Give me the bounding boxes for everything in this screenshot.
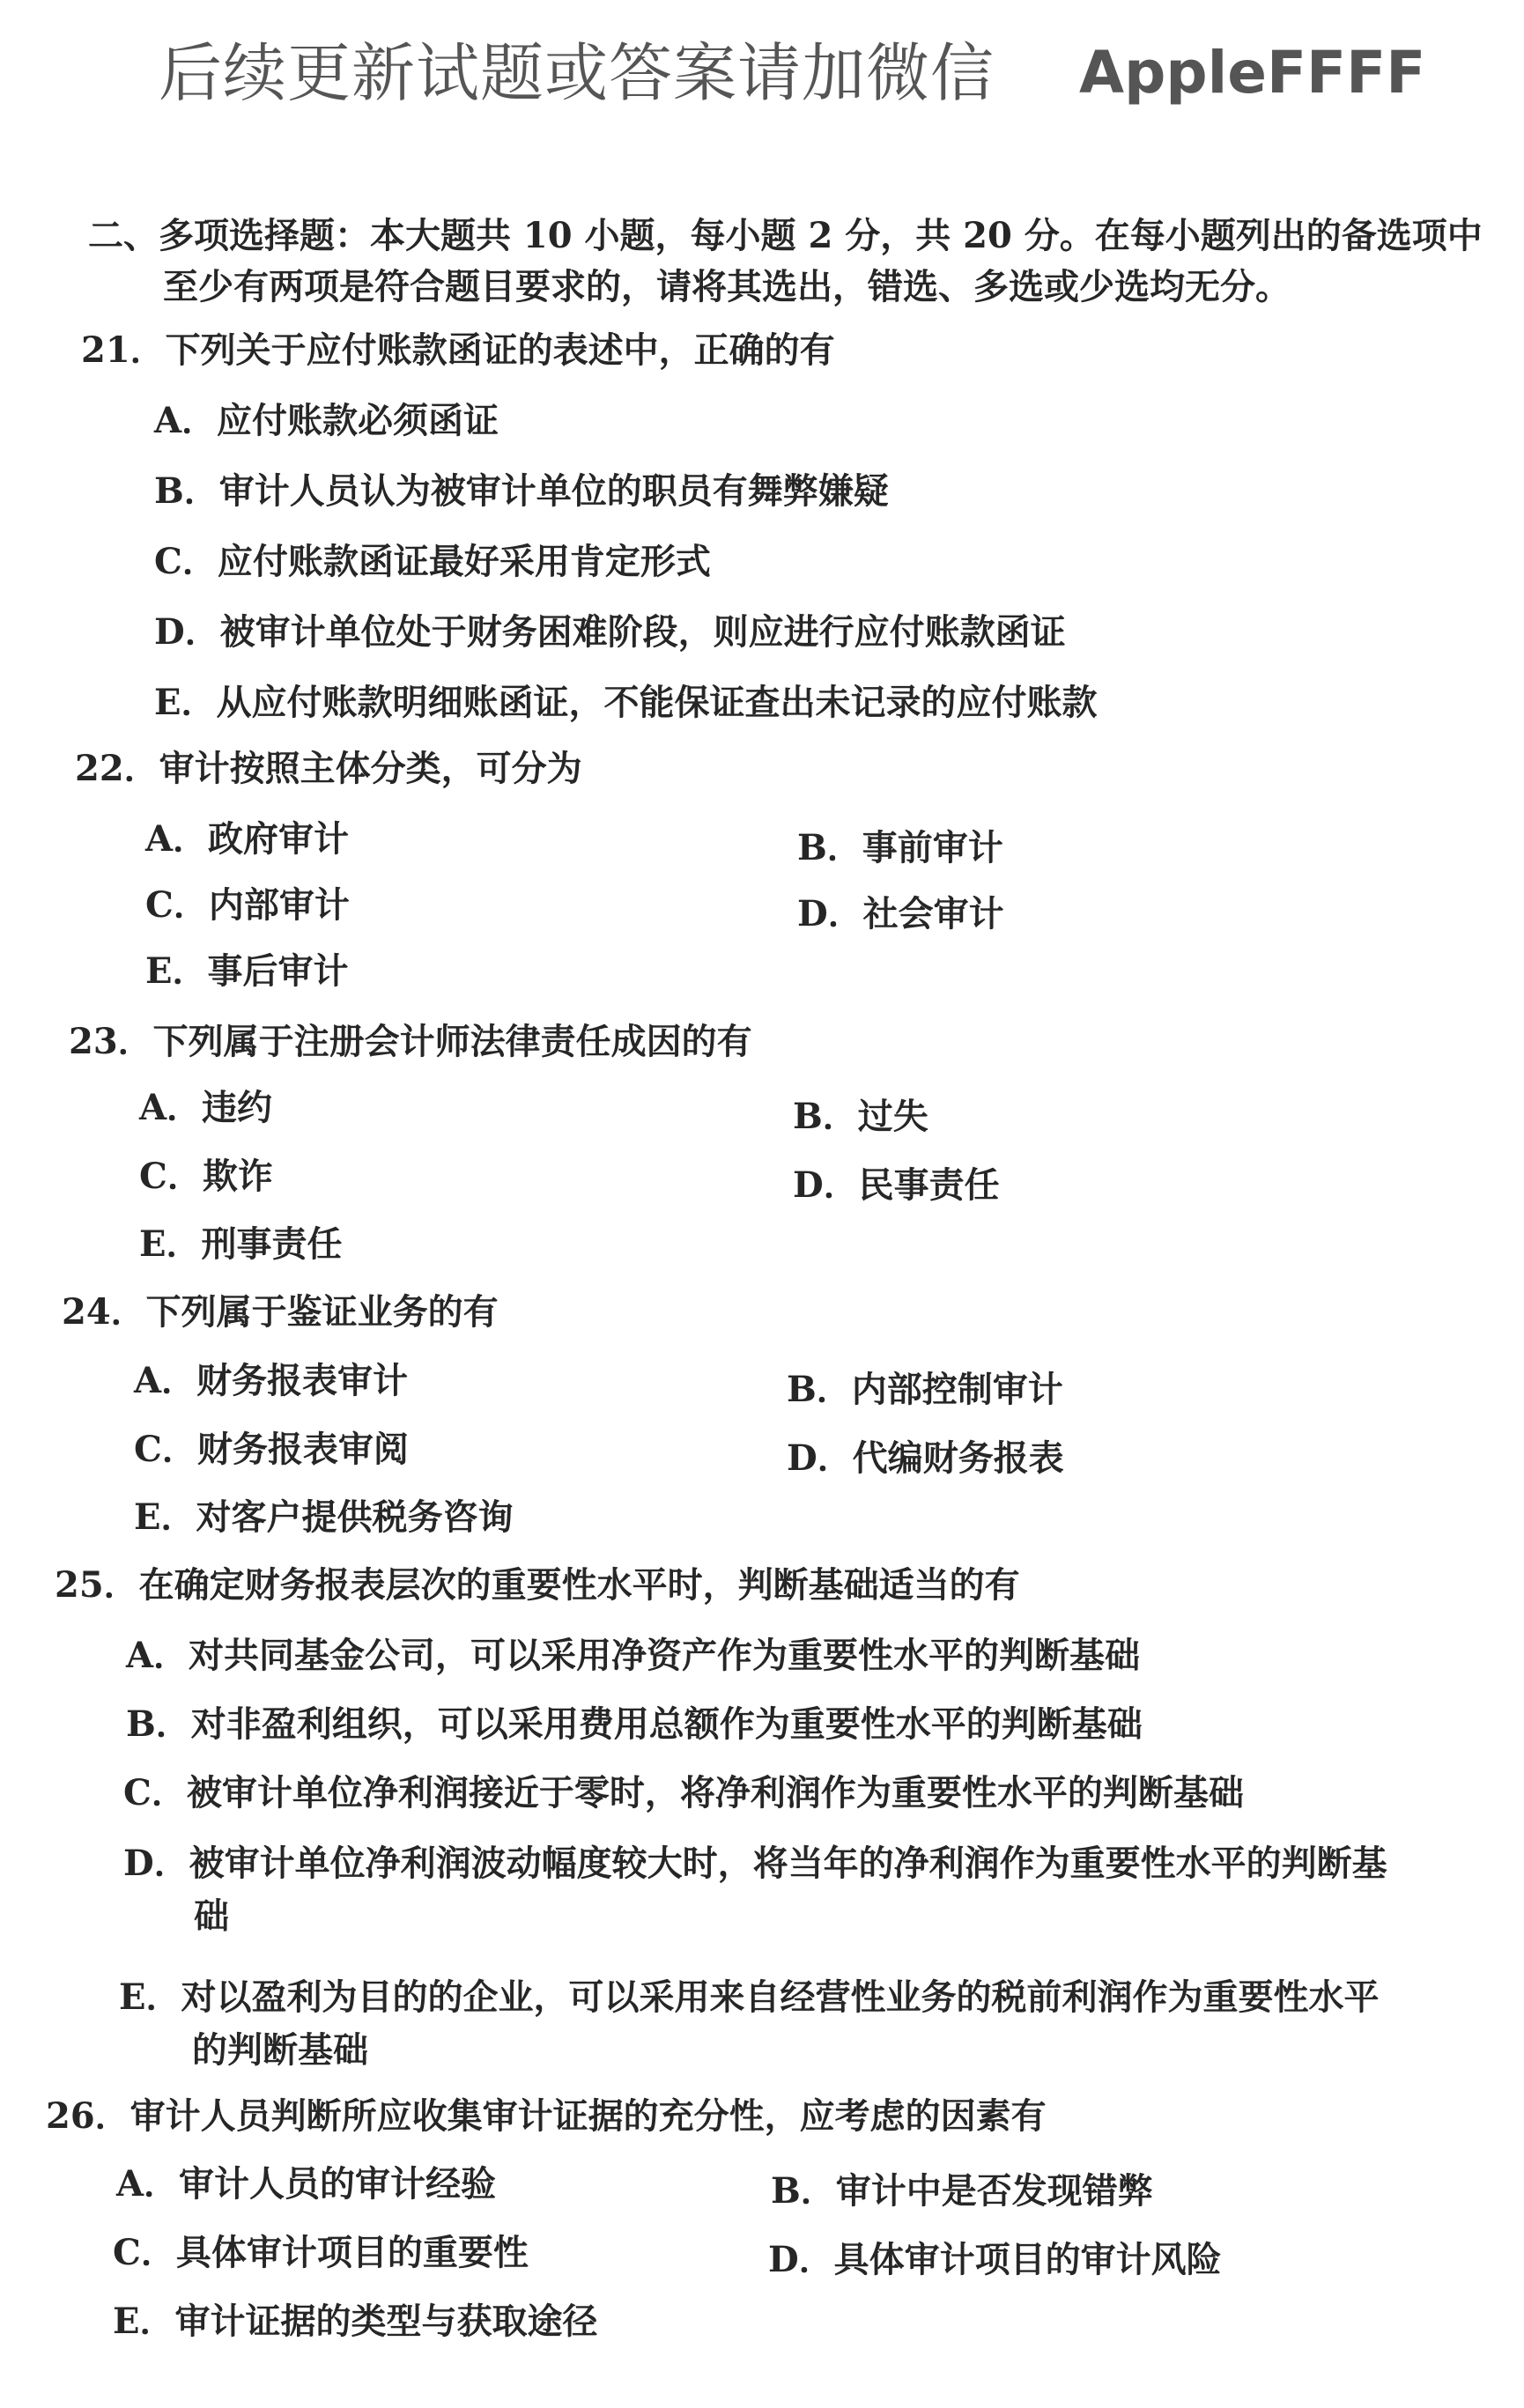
question-24-option-a: A．财务报表审计 bbox=[134, 1360, 409, 1401]
question-22-option-e: E．事后审计 bbox=[145, 950, 349, 992]
watermark-header bbox=[0, 25, 1524, 122]
question-25-option-e: E．对以盈利为目的的企业，可以采用来自经营性业务的税前利润作为重要性水平 bbox=[119, 1976, 1380, 2018]
question-22-stem: 22．审计按照主体分类，可分为 bbox=[75, 748, 582, 789]
question-25-option-b: B．对非盈利组织，可以采用费用总额作为重要性水平的判断基础 bbox=[126, 1703, 1143, 1745]
question-21-stem: 21．下列关于应付账款函证的表述中，正确的有 bbox=[81, 329, 835, 371]
question-24-option-e: E．对客户提供税务咨询 bbox=[134, 1496, 514, 1538]
question-21-option-a: A．应付账款必须函证 bbox=[154, 400, 499, 441]
question-24-option-d: D．代编财务报表 bbox=[787, 1437, 1064, 1479]
section-intro-line-1: 二、多项选择题：本大题共 10 小题，每小题 2 分，共 20 分。在每小题列出的备选项中 bbox=[88, 215, 1483, 256]
question-25-option-d-continued: 础 bbox=[194, 1895, 229, 1937]
question-23-stem: 23．下列属于注册会计师法律责任成因的有 bbox=[69, 1021, 752, 1062]
question-25-stem: 25．在确定财务报表层次的重要性水平时，判断基础适当的有 bbox=[55, 1564, 1020, 1606]
question-23-option-d: D．民事责任 bbox=[793, 1164, 1000, 1206]
header-title: 后续更新试题或答案请加微信 bbox=[159, 36, 995, 110]
question-23-option-b: B．过失 bbox=[793, 1096, 928, 1137]
question-23-option-e: E．刑事责任 bbox=[139, 1223, 343, 1265]
question-24-option-c: C．财务报表审阅 bbox=[134, 1429, 409, 1470]
question-26-stem: 26．审计人员判断所应收集审计证据的充分性，应考虑的因素有 bbox=[46, 2095, 1047, 2137]
question-23-option-a: A．违约 bbox=[139, 1087, 273, 1128]
question-21-option-e: E．从应付账款明细账函证，不能保证查出未记录的应付账款 bbox=[154, 682, 1098, 723]
question-26-option-b: B．审计中是否发现错弊 bbox=[771, 2170, 1153, 2212]
question-22-option-b: B．事前审计 bbox=[797, 827, 1003, 868]
question-26-option-d: D．具体审计项目的审计风险 bbox=[768, 2239, 1222, 2280]
section-intro-line-2: 至少有两项是符合题目要求的，请将其选出，错选、多选或少选均无分。 bbox=[163, 266, 1291, 307]
question-26-option-a: A．审计人员的审计经验 bbox=[116, 2163, 497, 2205]
question-26-option-c: C．具体审计项目的重要性 bbox=[113, 2232, 529, 2273]
question-25-option-c: C．被审计单位净利润接近于零时，将净利润作为重要性水平的判断基础 bbox=[123, 1772, 1244, 1813]
question-23-option-c: C．欺诈 bbox=[139, 1156, 273, 1197]
question-22-option-a: A．政府审计 bbox=[145, 818, 350, 860]
question-21-option-c: C．应付账款函证最好采用肯定形式 bbox=[154, 541, 711, 582]
question-21-option-d: D．被审计单位处于财务困难阶段，则应进行应付账款函证 bbox=[154, 611, 1066, 653]
question-24-option-b: B．内部控制审计 bbox=[787, 1369, 1063, 1410]
question-21-option-b: B．审计人员认为被审计单位的职员有舞弊嫌疑 bbox=[154, 470, 889, 512]
question-25-option-d: D．被审计单位净利润波动幅度较大时，将当年的净利润作为重要性水平的判断基 bbox=[123, 1843, 1387, 1884]
question-24-stem: 24．下列属于鉴证业务的有 bbox=[62, 1291, 499, 1333]
question-22-option-d: D．社会审计 bbox=[797, 893, 1004, 934]
question-22-option-c: C．内部审计 bbox=[145, 884, 350, 926]
question-25-option-e-continued: 的判断基础 bbox=[192, 2029, 368, 2071]
header-contact: AppleFFFF bbox=[1079, 39, 1426, 107]
question-26-option-e: E．审计证据的类型与获取途径 bbox=[113, 2301, 598, 2342]
question-25-option-a: A．对共同基金公司，可以采用净资产作为重要性水平的判断基础 bbox=[126, 1635, 1141, 1676]
